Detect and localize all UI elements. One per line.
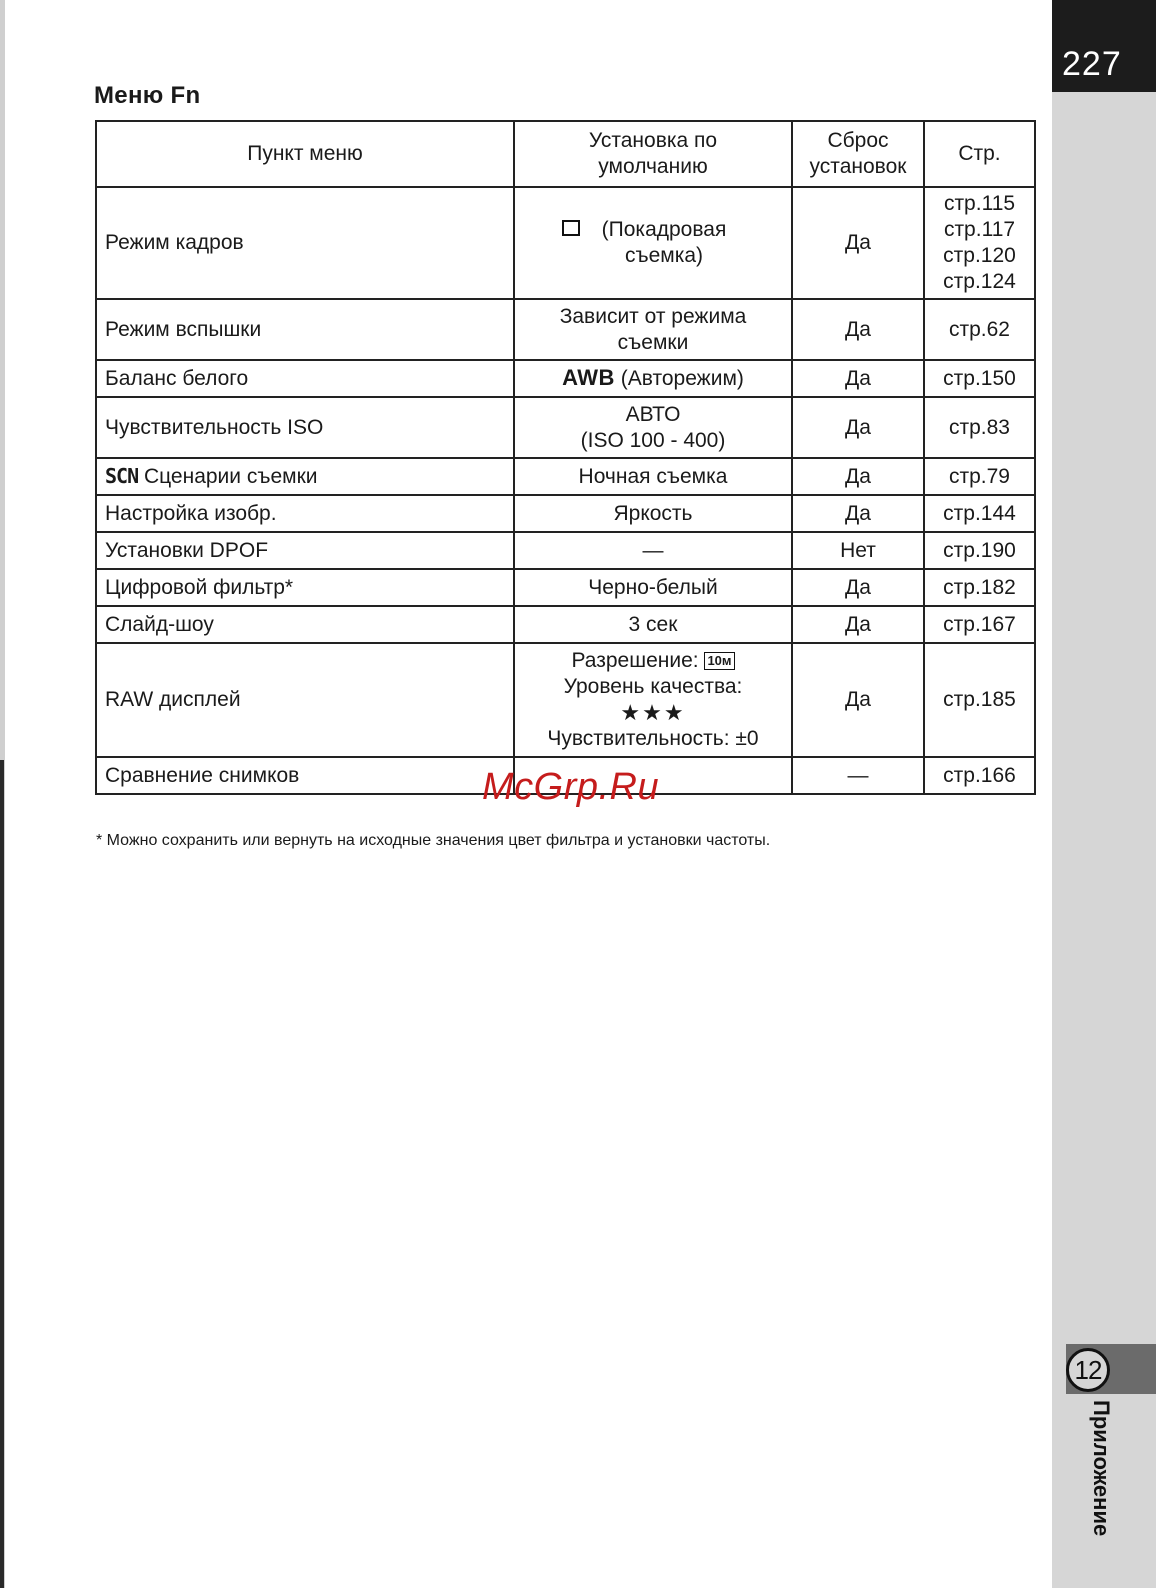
reset-value: — bbox=[792, 757, 924, 794]
header-reset bbox=[792, 121, 924, 187]
reset-value: Да bbox=[792, 495, 924, 532]
default-line: Уровень качества: bbox=[563, 675, 743, 698]
reset-value: Да bbox=[792, 299, 924, 360]
header-default-text: Установка по умолчанию bbox=[588, 129, 718, 178]
header-default bbox=[514, 121, 792, 187]
page-ref: стр.167 bbox=[924, 606, 1035, 643]
menu-item: Чувствительность ISO bbox=[96, 397, 514, 458]
page-number: 227 bbox=[1062, 45, 1122, 83]
binding-edge bbox=[0, 760, 4, 1588]
menu-item: Сравнение снимков bbox=[96, 757, 514, 794]
page-ref: стр.166 bbox=[924, 757, 1035, 794]
default-value: Ночная съемка bbox=[514, 458, 792, 495]
default-line bbox=[515, 648, 791, 674]
watermark: McGrp.Ru bbox=[482, 766, 660, 808]
table-row bbox=[96, 299, 1035, 360]
reset-value: Да bbox=[792, 643, 924, 757]
table-row bbox=[96, 397, 1035, 458]
menu-item: Настройка изобр. bbox=[96, 495, 514, 532]
scn-icon: SCN bbox=[105, 464, 139, 488]
default-value: 3 сек bbox=[514, 606, 792, 643]
single-frame-icon bbox=[562, 220, 580, 236]
reset-value: Да bbox=[792, 569, 924, 606]
reset-value: Нет bbox=[792, 532, 924, 569]
reset-value: Да bbox=[792, 458, 924, 495]
page-ref: стр.150 bbox=[924, 360, 1035, 397]
table-row bbox=[96, 495, 1035, 532]
quality-stars-icon: ★★★ bbox=[620, 700, 686, 725]
header-page: Стр. bbox=[924, 121, 1035, 187]
table-row bbox=[96, 569, 1035, 606]
default-value bbox=[514, 187, 792, 299]
default-text: (Покадровая съемка) bbox=[601, 218, 727, 267]
menu-item: Установки DPOF bbox=[96, 532, 514, 569]
default-value bbox=[514, 397, 792, 458]
page-ref: стр.190 bbox=[924, 532, 1035, 569]
header-reset-text: Сброс установок bbox=[809, 129, 907, 178]
page-ref: стр.182 bbox=[924, 569, 1035, 606]
table-row bbox=[96, 643, 1035, 757]
page-heading: Меню Fn bbox=[94, 82, 201, 109]
table-row bbox=[96, 532, 1035, 569]
reset-value: Да bbox=[792, 187, 924, 299]
menu-item: Слайд-шоу bbox=[96, 606, 514, 643]
page-ref: стр.185 bbox=[924, 643, 1035, 757]
fn-menu-table bbox=[95, 120, 1036, 795]
menu-item bbox=[96, 458, 514, 495]
resolution-label: Разрешение: bbox=[571, 649, 699, 672]
table-header-row bbox=[96, 121, 1035, 187]
default-value bbox=[514, 360, 792, 397]
menu-item-text: Сценарии съемки bbox=[143, 465, 318, 488]
page-ref: стр.79 bbox=[924, 458, 1035, 495]
default-value bbox=[514, 643, 792, 757]
menu-item: Цифровой фильтр* bbox=[96, 569, 514, 606]
menu-item: Баланс белого bbox=[96, 360, 514, 397]
default-value bbox=[514, 299, 792, 360]
default-value: — bbox=[514, 532, 792, 569]
header-menu-item: Пункт меню bbox=[96, 121, 514, 187]
reset-value: Да bbox=[792, 360, 924, 397]
menu-item: RAW дисплей bbox=[96, 643, 514, 757]
default-line: (ISO 100 - 400) bbox=[580, 428, 726, 452]
chapter-title: Приложение bbox=[1089, 1400, 1114, 1537]
footnote: * Можно сохранить или вернуть на исходные значения цвет фильтра и установки частоты. bbox=[96, 832, 771, 849]
page-refs bbox=[924, 187, 1035, 299]
page-ref: стр.83 bbox=[924, 397, 1035, 458]
table-row bbox=[96, 606, 1035, 643]
default-text: Зависит от режима съемки bbox=[559, 304, 747, 354]
page-ref: стр.115 bbox=[943, 192, 1016, 215]
page-ref: стр.62 bbox=[924, 299, 1035, 360]
reset-value: Да bbox=[792, 397, 924, 458]
reset-value: Да bbox=[792, 606, 924, 643]
table-row bbox=[96, 458, 1035, 495]
default-text: (Авторежим) bbox=[620, 367, 744, 390]
page-ref: стр.144 bbox=[924, 495, 1035, 532]
default-line: Чувствительность: ±0 bbox=[547, 727, 759, 750]
default-value: Черно-белый bbox=[514, 569, 792, 606]
page-ref: стр.124 bbox=[943, 270, 1016, 293]
page-ref: стр.120 bbox=[943, 244, 1016, 267]
page-ref: стр.117 bbox=[943, 218, 1016, 241]
awb-icon: AWB bbox=[562, 365, 615, 390]
resolution-10m-icon: 10м bbox=[704, 652, 734, 670]
menu-item: Режим вспышки bbox=[96, 299, 514, 360]
menu-item: Режим кадров bbox=[96, 187, 514, 299]
table-row bbox=[96, 360, 1035, 397]
default-line: АВТО bbox=[625, 402, 681, 426]
table-row bbox=[96, 187, 1035, 299]
default-value: Яркость bbox=[514, 495, 792, 532]
chapter-number: 12 bbox=[1066, 1348, 1110, 1392]
